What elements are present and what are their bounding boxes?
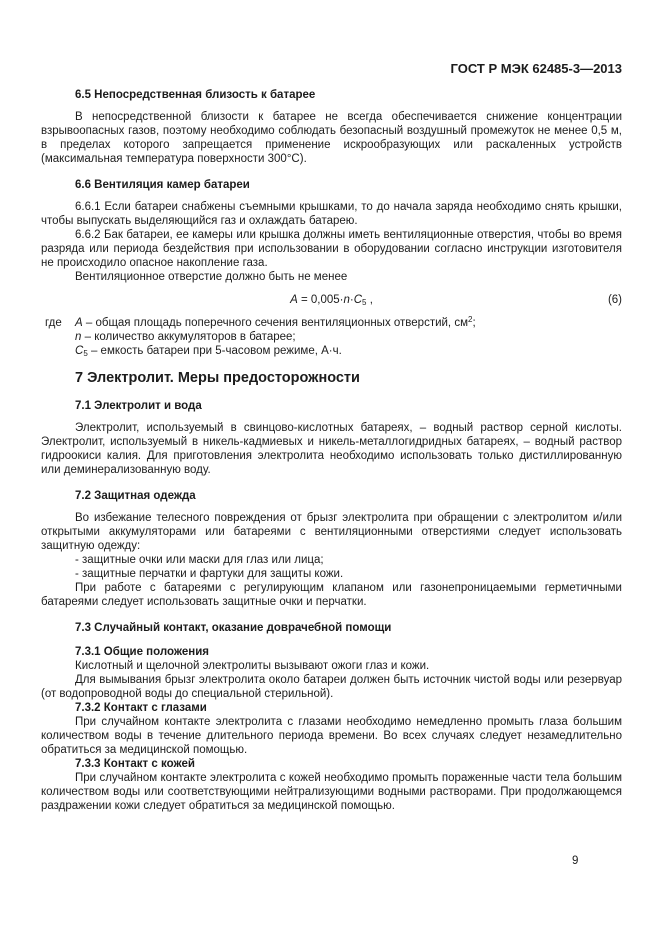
- definition-n: [75, 330, 622, 344]
- where-definitions: [41, 316, 622, 358]
- formula-text: [290, 294, 373, 306]
- definition-n-var: n: [75, 331, 82, 343]
- formula-dot: ·: [349, 294, 354, 306]
- paragraph-6-6-1: 6.6.1 Если батареи снабжены съемными крышками, то до начала заряда необходимо снять крышки, чтобы выпускать выделяющийся газ и охлаждать батарею.: [41, 201, 622, 227]
- where-items: [75, 316, 622, 358]
- paragraph-7-3-1-a: Кислотный и щелочной электролиты вызывают ожоги глаз и кожи.: [75, 660, 430, 672]
- page-content: [41, 62, 622, 813]
- document-code-header: ГОСТ Р МЭК 62485-3—2013: [450, 61, 622, 76]
- formula-comma: ,: [366, 294, 373, 306]
- paragraph-7-2-valve: При работе с батареями с регулирующим клапаном или газонепроницаемыми герметичными батареями следует использовать защитные очки и перчатки.: [41, 582, 622, 608]
- definition-C5-sub: 5: [83, 349, 88, 358]
- heading-6-5: 6.5 Непосредственная близость к батарее: [75, 89, 316, 101]
- definition-A: [75, 316, 622, 330]
- heading-7-2: 7.2 Защитная одежда: [75, 490, 196, 502]
- definition-C5-text: – емкость батареи при 5-часовом режиме, А·ч.: [87, 345, 342, 357]
- heading-7-3-2: 7.3.2 Контакт с глазами: [75, 702, 207, 714]
- paragraph-7-1: Электролит, используемый в свинцово-кислотных батареях, – водный раствор серной кислоты. Электролит, используемый в никель-кадмиевых и никель-металлогидридных батареях, – водный раствор гидроокиси калия. Для приготовления электролита необходимо использовать только дистиллированную или деминерализованную воду.: [41, 422, 622, 476]
- definition-A-text: – общая площадь поперечного сечения вентиляционных отверстий, см: [82, 317, 468, 329]
- definition-n-text: – количество аккумуляторов в батарее;: [81, 331, 296, 343]
- heading-7-3: 7.3 Случайный контакт, оказание доврачебной помощи: [75, 622, 392, 634]
- paragraph-7-2: Во избежание телесного повреждения от брызг электролита при обращении с электролитом и/или открытыми аккумуляторами или батареями с вентиляционными отверстиями следует использовать защитную одежду:: [41, 512, 622, 552]
- definition-C5: [75, 344, 622, 358]
- heading-7-3-1: 7.3.1 Общие положения: [75, 646, 210, 658]
- formula-var-n: n: [343, 294, 350, 306]
- paragraph-vent-opening: Вентиляционное отверстие должно быть не менее: [75, 271, 348, 283]
- where-label: где: [45, 317, 62, 329]
- definition-A-var: A: [75, 317, 83, 329]
- heading-7: 7 Электролит. Меры предосторожности: [75, 370, 360, 386]
- definition-C5-var: C: [75, 345, 84, 357]
- formula-equals: = 0,005·: [297, 294, 344, 306]
- formula-sub-5: 5: [362, 298, 367, 307]
- paragraph-6-6-2: 6.6.2 Бак батареи, ее камеры или крышка должны иметь вентиляционные отверстия, чтобы во время разряда или периода бездействия при использовании в оборудовании согласно инструкции изготовителя не происходило опасное накопление газа.: [41, 229, 622, 269]
- heading-7-1: 7.1 Электролит и вода: [75, 400, 202, 412]
- paragraph-7-3-1-b: Для вымывания брызг электролита около батареи должен быть источник чистой воды или резервуар (от водопроводной воды до специальной стерильной).: [41, 674, 622, 700]
- heading-7-3-3: 7.3.3 Контакт с кожей: [75, 758, 195, 770]
- paragraph-7-3-2: При случайном контакте электролита с глазами необходимо немедленно промыть глаза большим количеством воды в течение длительного периода времени. Во всех случаях следует незамедлительно обратиться за медицинской помощью.: [41, 716, 622, 756]
- definition-A-sup: 2: [467, 315, 473, 324]
- formula-var-c: C: [353, 294, 363, 306]
- equation-number: (6): [607, 294, 622, 306]
- paragraph-7-3-3: При случайном контакте электролита с кожей необходимо промыть пораженные части тела большим количеством воды или соответствующими нейтрализующими водными растворами. При продолжающемся раздражении кожи следует обратиться за медицинской помощью.: [41, 772, 622, 812]
- equation-6: [41, 293, 622, 308]
- list-item-goggles: - защитные очки или маски для глаз или лица;: [75, 554, 324, 566]
- paragraph-6-5: В непосредственной близости к батарее не всегда обеспечивается снижение концентрации взрывоопасных газов, поэтому необходимо соблюдать безопасный воздушный промежуток не менее 0,5 м, в пределах которого запрещается применение искрообразующих или раскаленных устройств (максимальная температура поверхности 300°С).: [41, 111, 622, 165]
- page-number: 9: [572, 855, 579, 867]
- formula-var-a: A: [290, 294, 298, 306]
- definition-A-tail: ;: [472, 317, 476, 329]
- heading-6-6: 6.6 Вентиляция камер батареи: [75, 179, 250, 191]
- list-item-gloves: - защитные перчатки и фартуки для защиты кожи.: [75, 568, 344, 580]
